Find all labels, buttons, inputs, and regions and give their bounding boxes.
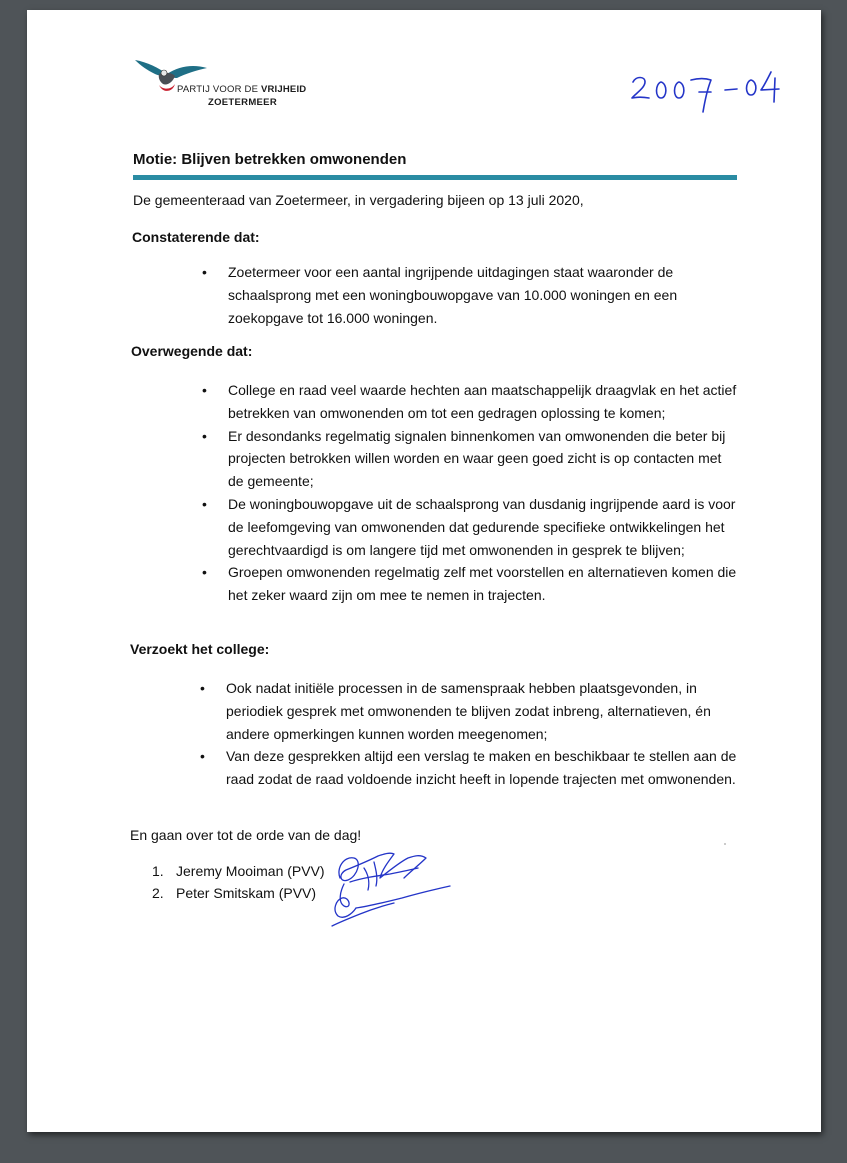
list-item: • De woningbouwopgave uit de schaalsprong van dusdanig ingrijpende aard is voor de leefomgeving van omwonenden dat gedurende specifieke ontwikkelingen het gerechtvaardigd is om langere tijd met omwonenden in gesprek te blijven; xyxy=(202,493,738,561)
list-item: • College en raad veel waarde hechten aan maatschappelijk draagvlak en het actief betrekken van omwonenden om tot een gedragen oplossing te komen; xyxy=(202,379,738,425)
page-title: Motie: Blijven betrekken omwonenden xyxy=(133,151,407,168)
signer-item: 1. Jeremy Mooiman (PVV) xyxy=(152,863,325,879)
closing-line: En gaan over tot de orde van de dag! xyxy=(130,827,362,843)
handwritten-signature xyxy=(310,848,460,933)
logo-city: ZOETERMEER xyxy=(208,97,277,108)
section-heading-verzoekt: Verzoekt het college: xyxy=(130,641,270,657)
overwegende-list xyxy=(202,379,738,607)
signer-name: Peter Smitskam (PVV) xyxy=(176,885,317,901)
list-item: • Groepen omwonenden regelmatig zelf met voorstellen en alternatieven komen die het zeker waard zijn om mee te nemen in trajecten. xyxy=(202,561,738,607)
handwritten-reference-number xyxy=(627,64,787,114)
pvv-logo xyxy=(133,52,333,112)
list-item: • Er desondanks regelmatig signalen binnenkomen van omwonenden die beter bij projecten betrokken willen worden en waar geen goed zicht is op contacten met de gemeente; xyxy=(202,425,738,493)
title-underline xyxy=(133,175,737,180)
list-item: • Zoetermeer voor een aantal ingrijpende uitdagingen staat waaronder de schaalsprong met een woningbouwopgave van 10.000 woningen en een zoekopgave tot 16.000 woningen. xyxy=(202,261,722,329)
verzoekt-list xyxy=(200,677,746,791)
logo-party-name: PARTIJ VOOR DE VRIJHEID xyxy=(177,84,307,95)
constaterende-list xyxy=(202,261,722,329)
section-heading-overwegende: Overwegende dat: xyxy=(131,343,253,359)
signer-name: Jeremy Mooiman (PVV) xyxy=(176,863,325,879)
scan-speck xyxy=(724,843,726,845)
signer-item: 2. Peter Smitskam (PVV) xyxy=(152,885,317,901)
list-item: • Ook nadat initiële processen in de samenspraak hebben plaatsgevonden, in periodiek gesprek met omwonenden te blijven zodat inbreng, alternatieven, én andere opmerkingen kunnen worden meegenomen; xyxy=(200,677,746,745)
signers-list xyxy=(152,860,325,904)
list-item: • Van deze gesprekken altijd een verslag te maken en beschikbaar te stellen aan de raad zodat de raad voldoende inzicht heeft in lopende trajecten met omwonenden. xyxy=(200,745,746,791)
document-page xyxy=(27,10,821,1132)
section-heading-constaterende: Constaterende dat: xyxy=(132,229,260,245)
intro-paragraph: De gemeenteraad van Zoetermeer, in vergadering bijeen op 13 juli 2020, xyxy=(133,192,584,208)
